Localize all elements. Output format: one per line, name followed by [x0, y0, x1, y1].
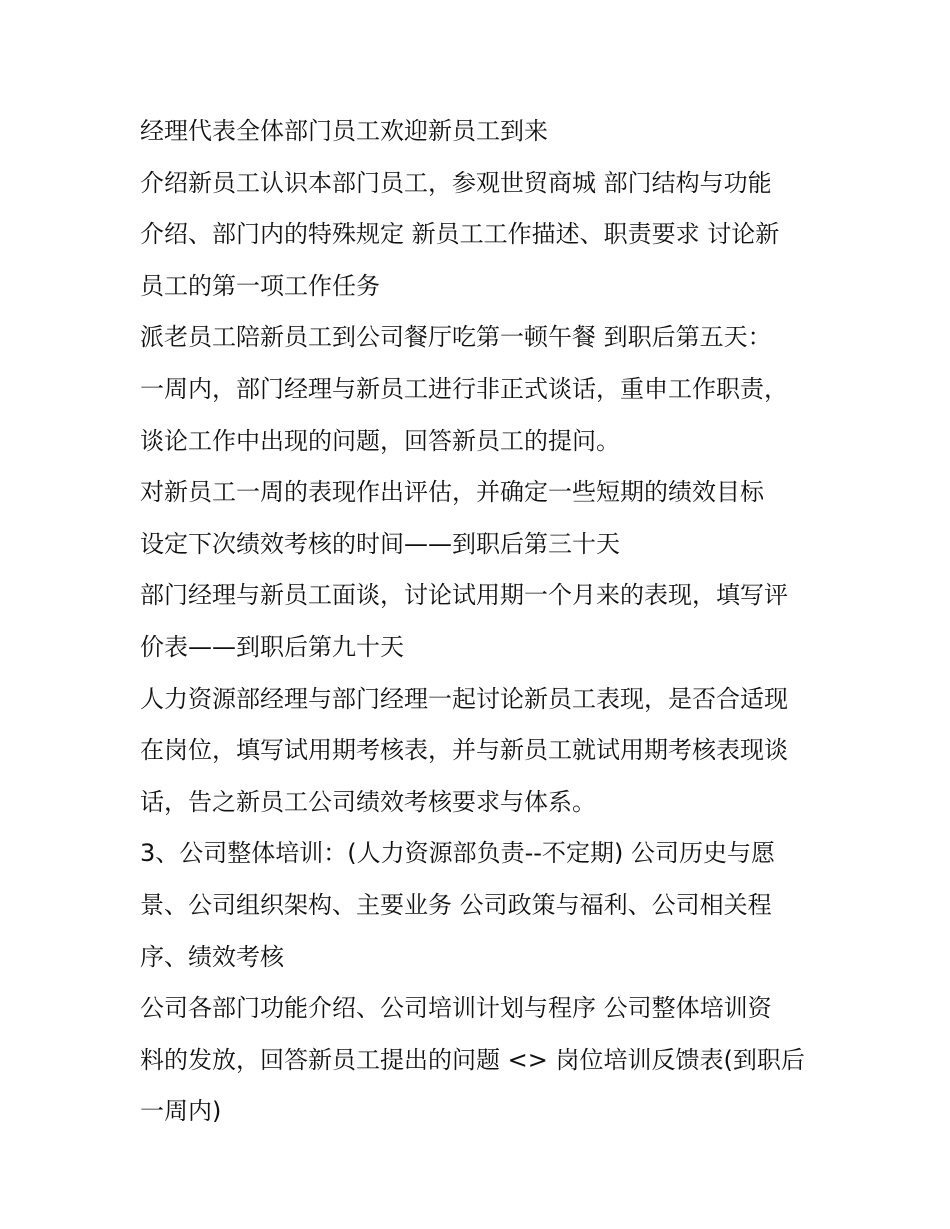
- text-line: 一周内，部门经理与新员工进行非正式谈话，重申工作职责，: [140, 374, 788, 403]
- text-line: 设定下次绩效考核的时间——到职后第三十天: [140, 529, 620, 558]
- text-line: 介绍、部门内的特殊规定 新员工工作描述、职责要求 讨论新: [140, 220, 780, 249]
- text-line: 部门经理与新员工面谈，讨论试用期一个月来的表现，填写评: [140, 581, 788, 610]
- text-line: 料的发放，回答新员工提出的问题 <> 岗位培训反馈表(到职后: [140, 1045, 805, 1074]
- text-line: 派老员工陪新员工到公司餐厅吃第一顿午餐 到职后第五天：: [140, 323, 772, 352]
- text-line: 在岗位，填写试用期考核表，并与新员工就试用期考核表现谈: [140, 736, 788, 765]
- text-line: 一周内): [140, 1097, 222, 1126]
- text-line: 经理代表全体部门员工欢迎新员工到来: [140, 117, 548, 145]
- body-text: [140, 106, 820, 1138]
- text-line: 谈论工作中出现的问题，回答新员工的提问。: [140, 426, 620, 455]
- text-line: 公司各部门功能介绍、公司培训计划与程序 公司整体培训资: [140, 994, 772, 1023]
- text-line: 3、公司整体培训：(人力资源部负责--不定期) 公司历史与愿: [140, 839, 775, 868]
- text-line: 对新员工一周的表现作出评估，并确定一些短期的绩效目标: [140, 478, 764, 507]
- text-line: 介绍新员工认识本部门员工，参观世贸商城 部门结构与功能: [140, 168, 772, 197]
- text-line: 序、绩效考核: [140, 942, 284, 971]
- text-line: 人力资源部经理与部门经理一起讨论新员工表现，是否合适现: [140, 684, 788, 713]
- text-line: 话，告之新员工公司绩效考核要求与体系。: [140, 787, 596, 816]
- text-line: 员工的第一项工作任务: [140, 271, 380, 300]
- text-line: 价表——到职后第九十天: [140, 632, 404, 661]
- text-line: 景、公司组织架构、主要业务 公司政策与福利、公司相关程: [140, 890, 772, 919]
